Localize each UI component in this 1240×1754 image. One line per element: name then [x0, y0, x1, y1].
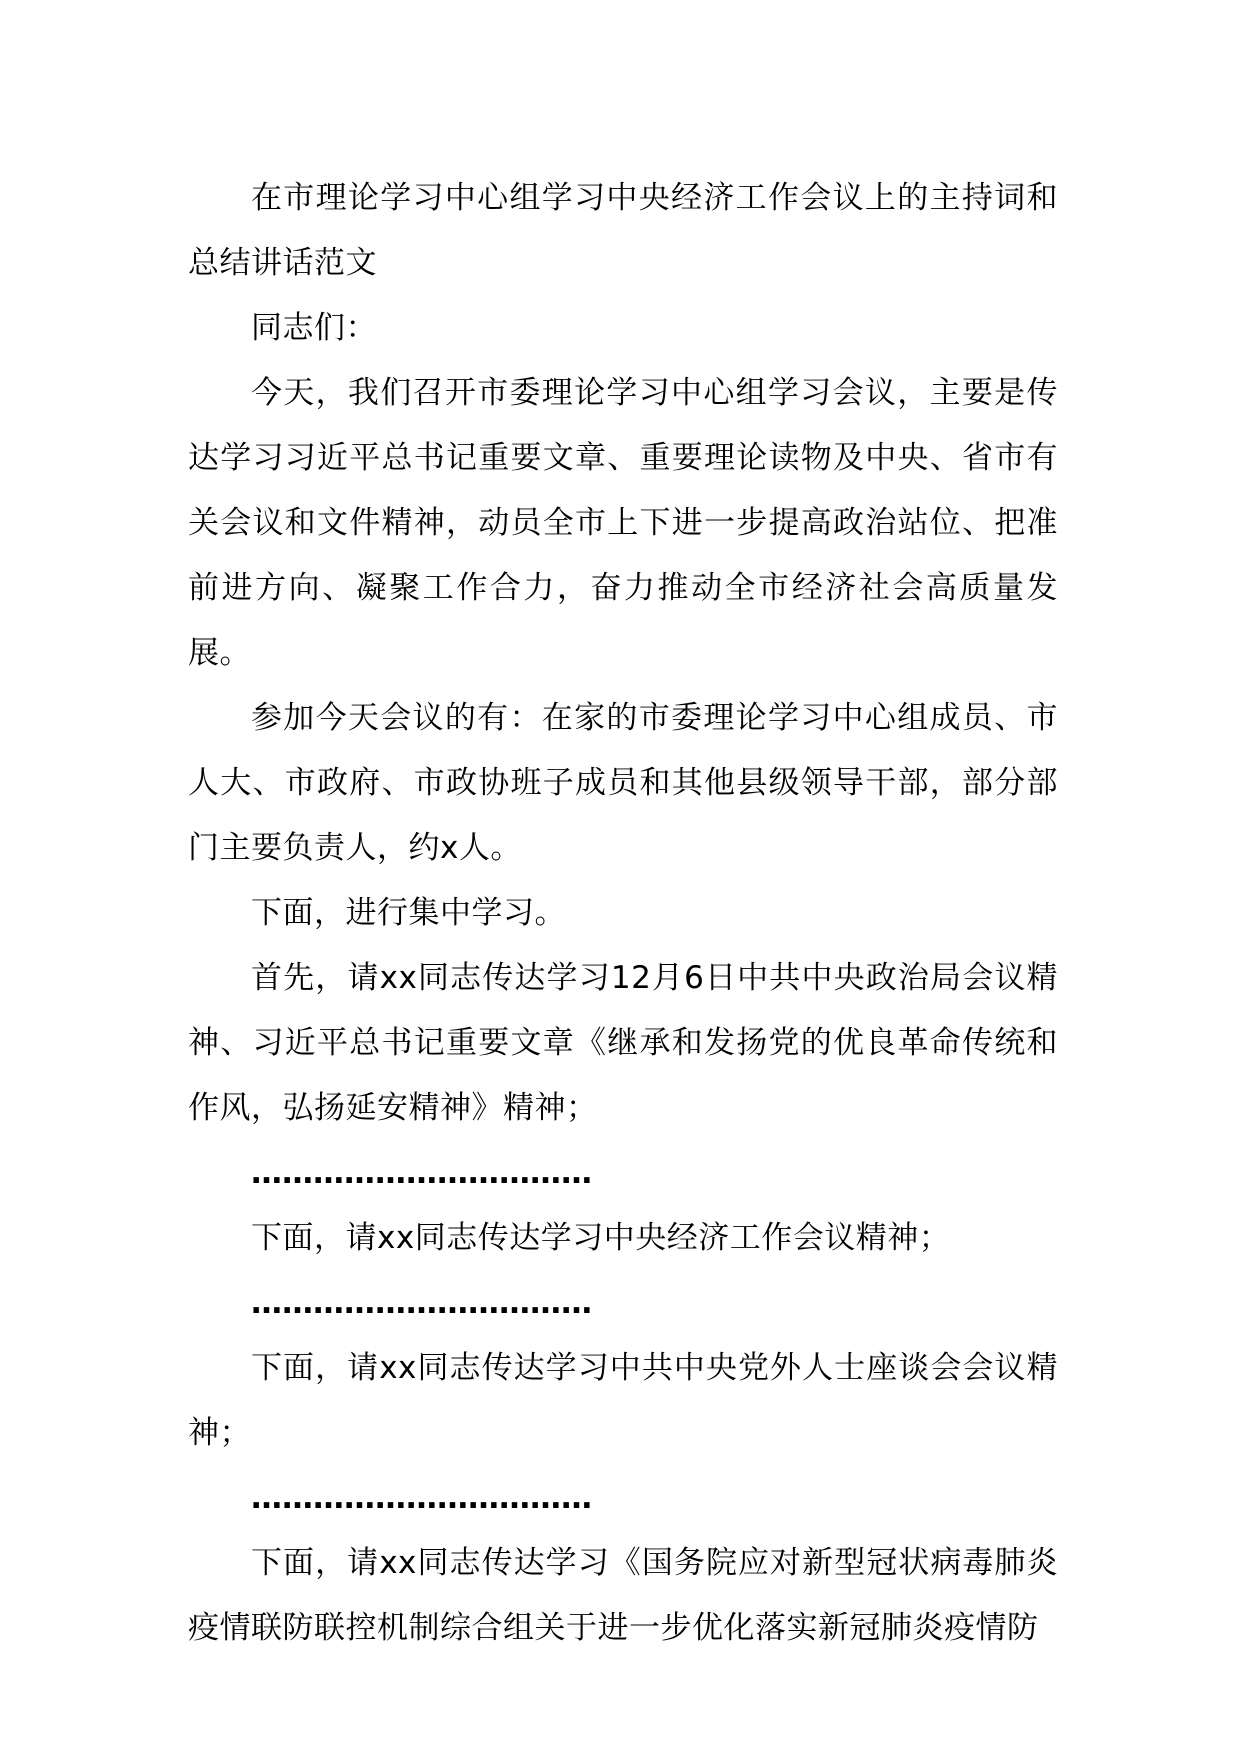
- paragraph-second-item: 下面，请xx同志传达学习中央经济工作会议精神；: [251, 1220, 951, 1256]
- paragraph-third-item: 下面，请xx同志传达学习中共中央党外人士座谈会会议精神；: [188, 1350, 1058, 1451]
- ellipsis-divider: ……………………………: [251, 1285, 592, 1321]
- ellipsis-divider: ……………………………: [251, 1480, 592, 1516]
- paragraph-attendees: 参加今天会议的有：在家的市委理论学习中心组成员、市人大、市政府、市政协班子成员和其他县级领导干部，部分部门主要负责人，约x人。: [188, 700, 1058, 866]
- paragraph-intro: 今天，我们召开市委理论学习中心组学习会议，主要是传达学习习近平总书记重要文章、重要理论读物及中央、省市有关会议和文件精神，动员全市上下进一步提高政治站位、把准前进方向、凝聚工作合力，奋力推动全市经济社会高质量发展。: [188, 375, 1058, 671]
- ellipsis-divider: ……………………………: [251, 1155, 592, 1191]
- document-title: 在市理论学习中心组学习中央经济工作会议上的主持词和总结讲话范文: [188, 180, 1058, 281]
- document-body: [188, 166, 1058, 1661]
- paragraph-study: 下面，进行集中学习。: [251, 895, 566, 931]
- salutation: 同志们：: [251, 310, 377, 346]
- paragraph-first-item: 首先，请xx同志传达学习12月6日中共中央政治局会议精神、习近平总书记重要文章《继承和发扬党的优良革命传统和作风，弘扬延安精神》精神；: [188, 960, 1058, 1126]
- paragraph-fourth-item: 下面，请xx同志传达学习《国务院应对新型冠状病毒肺炎疫情联防联控机制综合组关于进一步优化落实新冠肺炎疫情防: [188, 1545, 1058, 1646]
